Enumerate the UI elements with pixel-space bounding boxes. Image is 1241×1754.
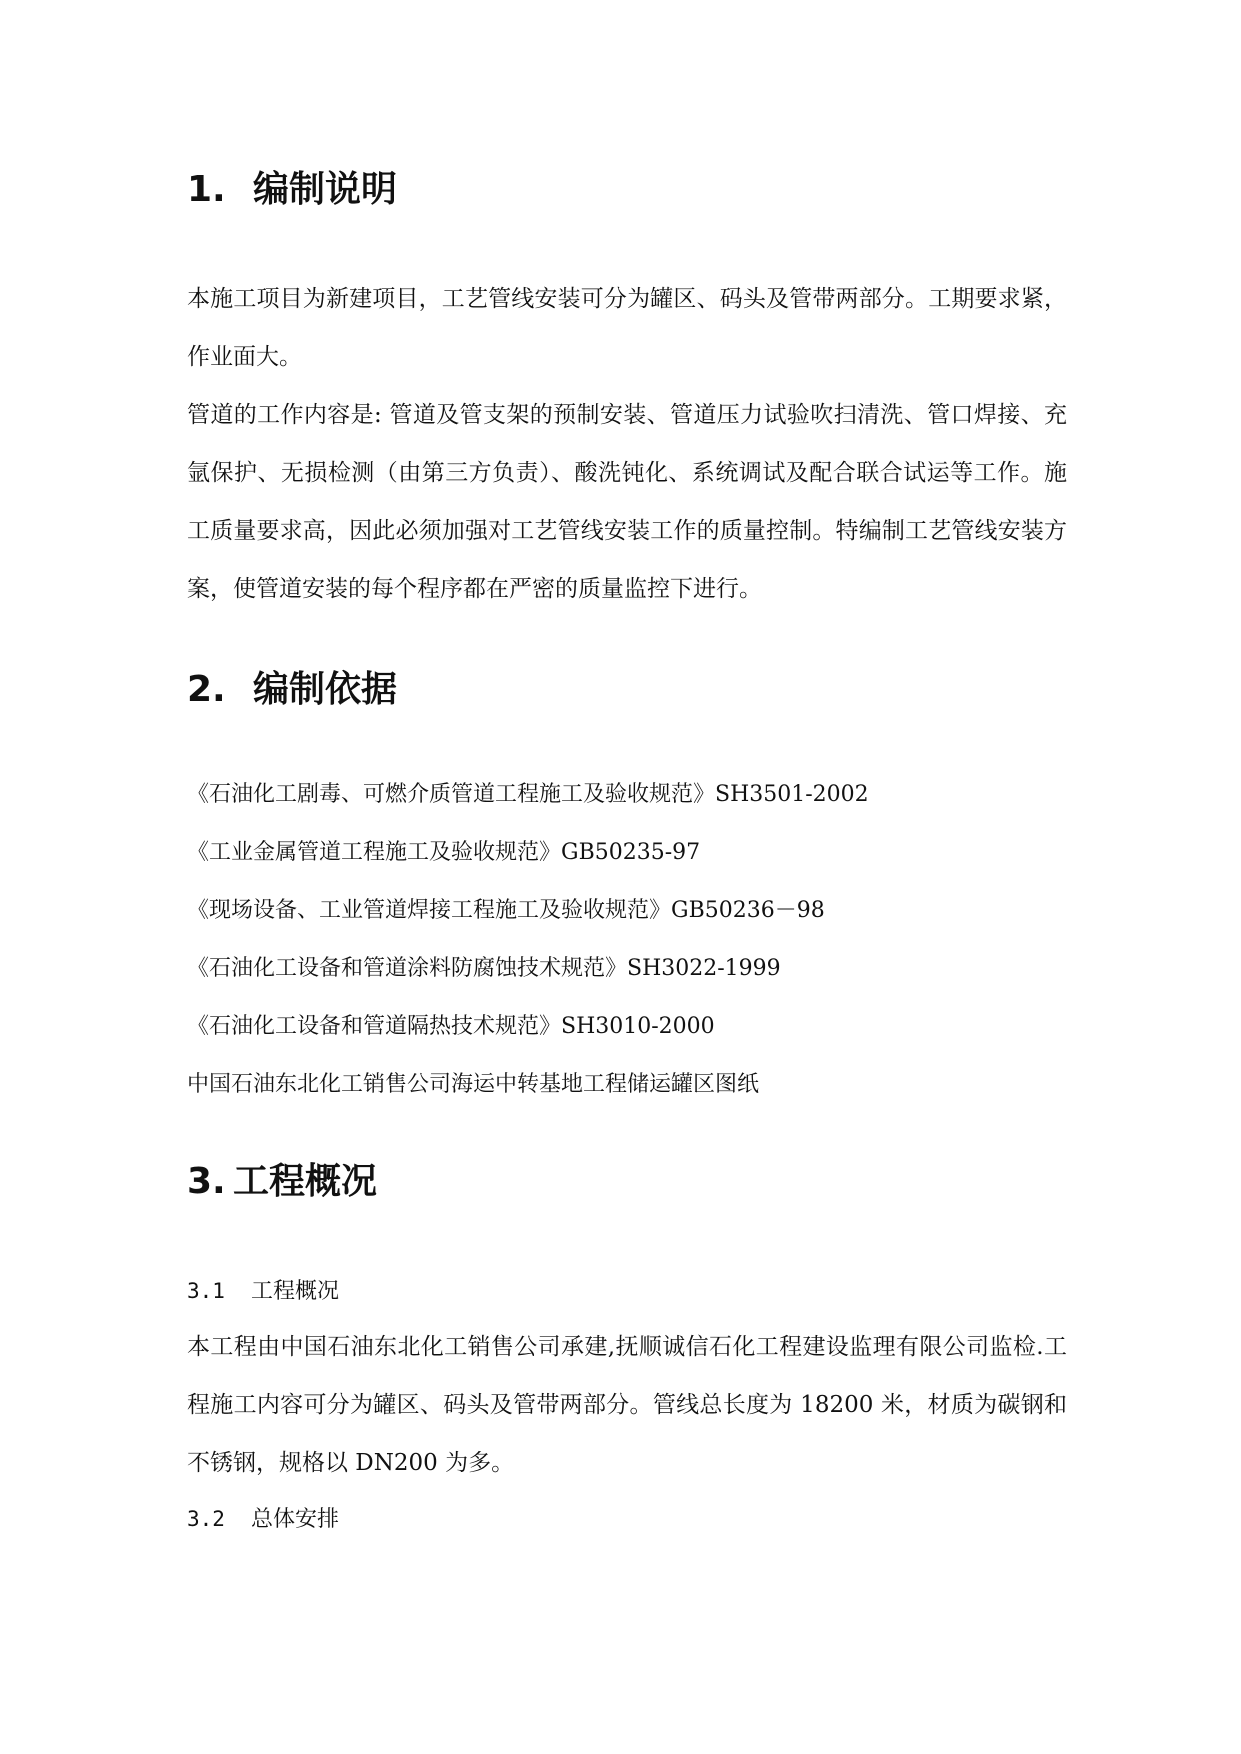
section-number: 1. xyxy=(187,169,226,210)
section-number: 3. xyxy=(187,1161,226,1202)
reference-item: 《工业金属管道工程施工及验收规范》GB50235-97 xyxy=(187,840,701,865)
section-title: 工程概况 xyxy=(233,1161,378,1202)
section-title: 编制依据 xyxy=(253,669,398,710)
reference-item: 《现场设备、工业管道焊接工程施工及验收规范》GB50236－98 xyxy=(187,898,825,923)
section-number: 2. xyxy=(187,669,226,710)
subsection-title: 总体安排 xyxy=(251,1507,340,1532)
section-heading-1 xyxy=(187,168,397,212)
reference-item: 《石油化工设备和管道隔热技术规范》SH3010-2000 xyxy=(187,1014,715,1039)
section-title: 编制说明 xyxy=(253,169,398,210)
paragraph: 管道的工作内容是: 管道及管支架的预制安装、管道压力试验吹扫清洗、管口焊接、充氩保护、无损检测（由第三方负责）、酸洗钝化、系统调试及配合联合试运等工作。施工质量要求高，因此必须加强对工艺管线安装工作的质量控制。特编制工艺管线安装方案，使管道安装的每个程序都在严密的质量监控下进行。 xyxy=(187,402,1067,602)
subsection-number: 3.1 xyxy=(187,1279,225,1303)
reference-item: 《石油化工剧毒、可燃介质管道工程施工及验收规范》SH3501-2002 xyxy=(187,782,869,807)
subsection-number: 3.2 xyxy=(187,1507,225,1531)
subsection-title: 工程概况 xyxy=(251,1279,340,1304)
paragraph: 本工程由中国石油东北化工销售公司承建,抚顺诚信石化工程建设监理有限公司监检.工程施工内容可分为罐区、码头及管带两部分。管线总长度为 18200 米，材质为碳钢和不锈钢，规格以 DN200 为多。 xyxy=(187,1334,1067,1476)
section-heading-3 xyxy=(187,1160,377,1204)
reference-item: 《石油化工设备和管道涂料防腐蚀技术规范》SH3022-1999 xyxy=(187,956,781,981)
reference-item: 中国石油东北化工销售公司海运中转基地工程储运罐区图纸 xyxy=(187,1072,760,1097)
section-heading-2 xyxy=(187,668,397,712)
paragraph: 本施工项目为新建项目，工艺管线安装可分为罐区、码头及管带两部分。工期要求紧，作业面大。 xyxy=(187,286,1067,370)
subsection-heading-3-2 xyxy=(187,1504,339,1535)
subsection-heading-3-1 xyxy=(187,1276,339,1307)
